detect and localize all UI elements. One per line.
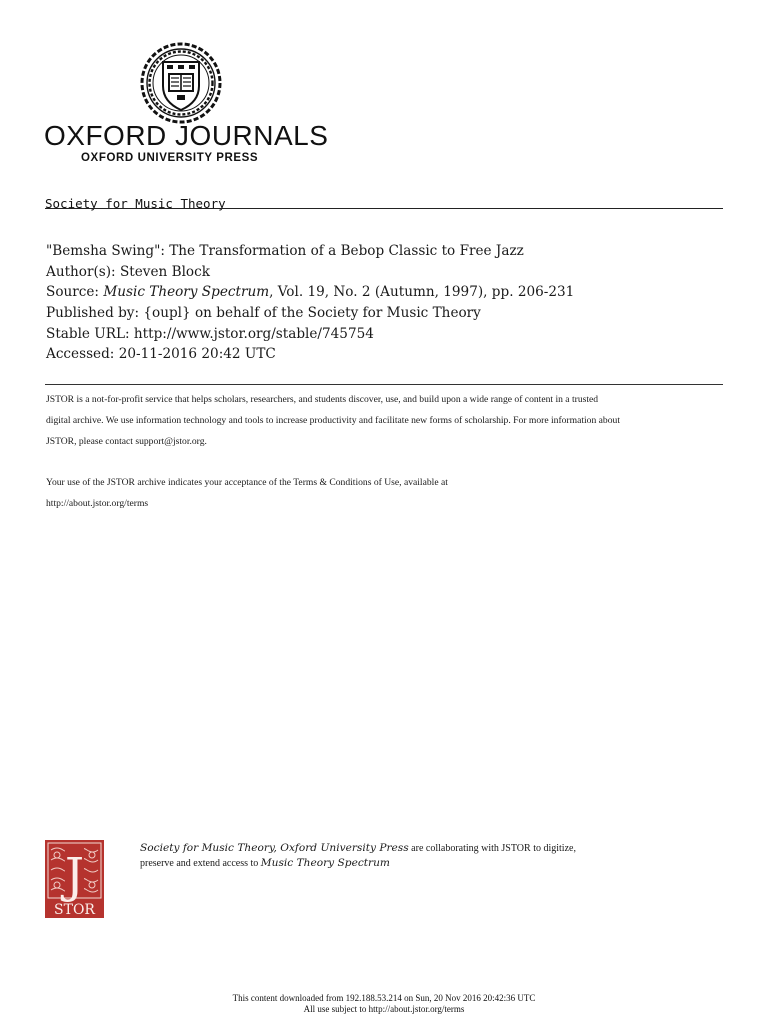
download-footer	[0, 993, 768, 1014]
jstor-logo-letter: J	[64, 848, 85, 904]
jstor-logo	[45, 840, 104, 918]
terms-link[interactable]: http://about.jstor.org/terms	[46, 498, 149, 509]
stable-url-row	[46, 324, 574, 345]
source-details: , Vol. 19, No. 2 (Autumn, 1997), pp. 206-231	[269, 284, 575, 301]
stable-url-label: Stable URL:	[46, 325, 130, 342]
collaboration-partners: Society for Music Theory, Oxford University Press	[140, 842, 409, 854]
publisher-heading: Society for Music Theory	[45, 196, 226, 211]
accessed-value: 20-11-2016 20:42 UTC	[118, 346, 276, 363]
authors-row	[46, 262, 574, 283]
collaboration-statement	[140, 841, 576, 871]
published-label: Published by:	[46, 305, 140, 322]
collaboration-text-2: preserve and extend access to	[140, 858, 261, 869]
accessed-row	[46, 344, 574, 365]
citation-block	[46, 241, 574, 365]
jstor-logo-graphic	[45, 840, 104, 918]
published-row	[46, 303, 574, 324]
collaboration-text-1: are collaborating with JSTOR to digitize,	[408, 843, 576, 854]
notice-line: Your use of the JSTOR archive indicates your acceptance of the Terms & Conditions of Use, available at	[46, 477, 448, 488]
info-divider	[45, 384, 723, 385]
footer-terms-link[interactable]: All use subject to http://about.jstor.org/terms	[303, 1003, 465, 1014]
jstor-logo-text: STOR	[54, 902, 95, 918]
notice-line: JSTOR, please contact support@jstor.org.	[46, 436, 207, 447]
collaboration-journal: Music Theory Spectrum	[260, 857, 390, 869]
source-row	[46, 282, 574, 303]
source-journal: Music Theory Spectrum	[103, 284, 270, 301]
notice-line: JSTOR is a not-for-profit service that helps scholars, researchers, and students discover, use, and build upon a wide range of content in a trusted	[46, 394, 599, 405]
stable-url-link[interactable]: http://www.jstor.org/stable/745754	[133, 325, 374, 342]
published-value: {oupl} on behalf of the Society for Music Theory	[143, 305, 481, 322]
jstor-notice	[46, 389, 736, 452]
terms-notice	[46, 472, 736, 514]
accessed-label: Accessed:	[46, 346, 115, 363]
source-label: Source:	[46, 284, 99, 301]
brand-title: OXFORD JOURNALS	[44, 120, 329, 151]
footer-line-1: This content downloaded from 192.188.53.214 on Sun, 20 Nov 2016 20:42:36 UTC	[232, 993, 536, 1003]
brand-subtitle: OXFORD UNIVERSITY PRESS	[81, 152, 259, 164]
publisher-divider	[45, 208, 723, 209]
notice-line: digital archive. We use information technology and tools to increase productivity and facilitate new forms of scholarship. For more information about	[46, 415, 620, 426]
oxford-crest-logo	[140, 42, 222, 124]
authors-label: Author(s):	[46, 263, 116, 280]
article-title: "Bemsha Swing": The Transformation of a Bebop Classic to Free Jazz	[46, 243, 524, 259]
authors-value: Steven Block	[119, 263, 210, 280]
